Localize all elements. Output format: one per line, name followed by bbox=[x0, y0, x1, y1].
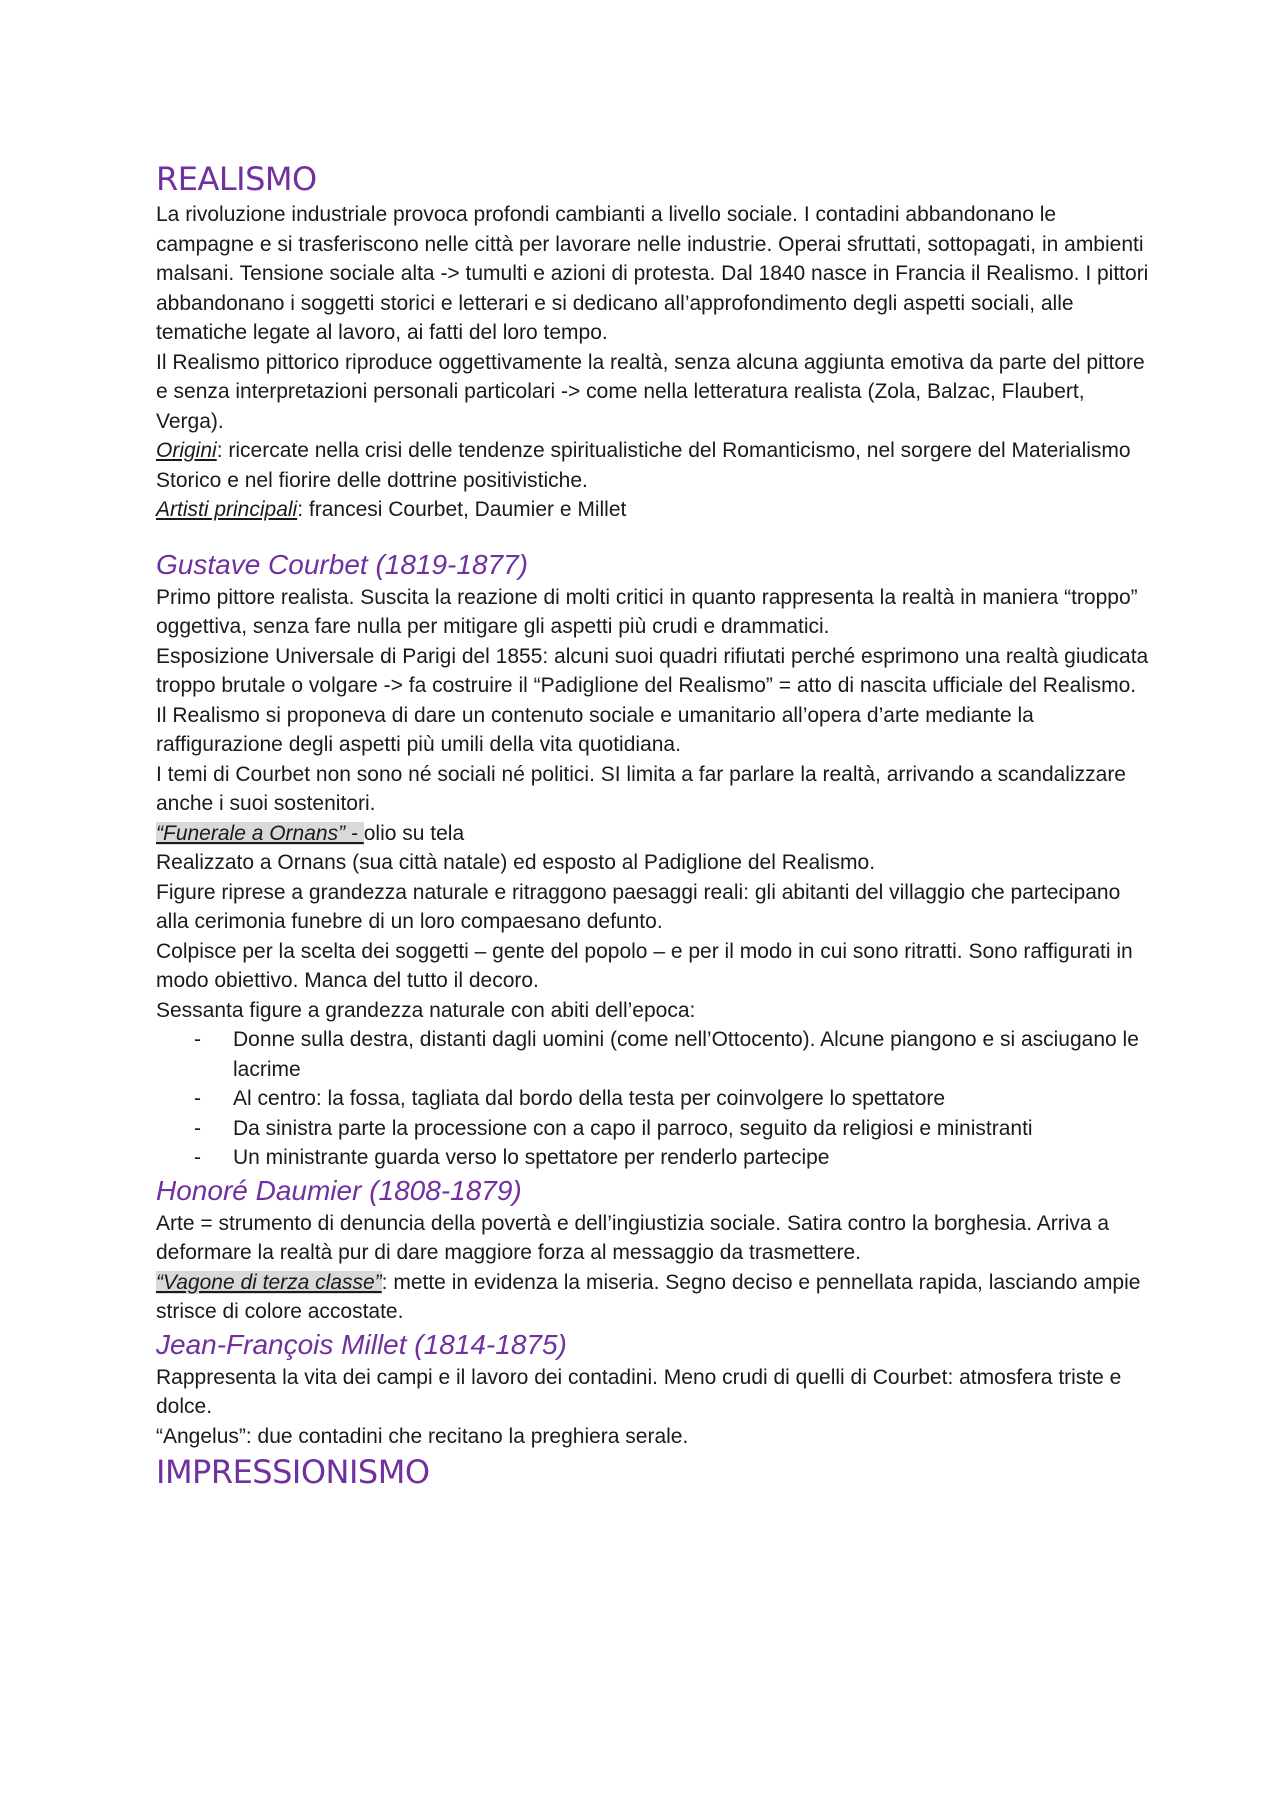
courbet-work-title: “Funerale a Ornans” - bbox=[156, 821, 364, 845]
list-item: - Donne sulla destra, distanti dagli uomini (come nell’Ottocento). Alcune piangono e si asciugano le lacrime bbox=[233, 1025, 1156, 1084]
realismo-paragraph-2: Il Realismo pittorico riproduce oggettivamente la realtà, senza alcuna aggiunta emotiva da parte del pittore e senza interpretazioni personali particolari -> come nella letteratura realista (Zola, Balzac, Flaubert, Verga). bbox=[156, 350, 1145, 433]
courbet-paragraph-6: Figure riprese a grandezza naturale e ritraggono paesaggi reali: gli abitanti del villaggio che partecipano alla cerimonia funebre di un loro compaesano defunto. bbox=[156, 880, 1121, 933]
realismo-paragraph-1: La rivoluzione industriale provoca profondi cambianti a livello sociale. I contadini abbandonano le campagne e si trasferiscono nelle città per lavorare nelle industrie. Operai sfruttati, sottopagati, in ambienti malsani. Tensione sociale alta -> tumulti e azioni di protesta. Dal 1840 nasce in Francia il Realismo. I pittori abbandonano i soggetti storici e letterari e si dedicano all’approfondimento degli aspetti sociali, alle tematiche legate al lavoro, ai fatti del loro tempo. bbox=[156, 203, 1149, 344]
artisti-text: : francesi Courbet, Daumier e Millet bbox=[297, 498, 627, 521]
courbet-paragraph-2: Esposizione Universale di Parigi del 1855: alcuni suoi quadri rifiutati perché esprimono una realtà giudicata troppo brutale o volgare -> fa costruire il “Padiglione del Realismo” = atto di nascita ufficiale del Realismo. bbox=[156, 644, 1149, 697]
origini-paragraph bbox=[156, 436, 1156, 495]
courbet-paragraph-7: Colpisce per la scelta dei soggetti – gente del popolo – e per il modo in cui sono ritratti. Sono raffigurati in modo obiettivo. Manca del tutto il decoro. bbox=[156, 939, 1133, 992]
daumier-work-text: : mette in evidenza la miseria. Segno deciso e pennellata rapida, lasciando ampie strisce di colore accostate. bbox=[156, 1270, 1141, 1323]
origini-label: Origini bbox=[156, 439, 217, 462]
heading-courbet: Gustave Courbet (1819-1877) bbox=[156, 548, 528, 580]
daumier-work-title: “Vagone di terza classe” bbox=[156, 1270, 382, 1294]
courbet-work-line bbox=[156, 819, 1156, 849]
courbet-paragraph-4: I temi di Courbet non sono né sociali né politici. SI limita a far parlare la realtà, arrivando a scandalizzare anche i suoi sostenitori. bbox=[156, 762, 1126, 815]
daumier-paragraph-1: Arte = strumento di denuncia della povertà e dell’ingiustizia sociale. Satira contro la borghesia. Arriva a deformare la realtà pur di dare maggiore forza al messaggio da trasmettere. bbox=[156, 1211, 1110, 1264]
heading-daumier: Honoré Daumier (1808-1879) bbox=[156, 1174, 522, 1206]
heading-impressionismo: IMPRESSIONISMO bbox=[156, 1453, 430, 1491]
list-item: - Al centro: la fossa, tagliata dal bordo della testa per coinvolgere lo spettatore bbox=[233, 1084, 1156, 1114]
courbet-work-medium: olio su tela bbox=[363, 821, 465, 845]
millet-paragraph-1: Rappresenta la vita dei campi e il lavoro dei contadini. Meno crudi di quelli di Courbet: atmosfera triste e dolce. bbox=[156, 1365, 1122, 1418]
millet-paragraph-2: “Angelus”: due contadini che recitano la preghiera serale. bbox=[156, 1424, 689, 1448]
artisti-paragraph bbox=[156, 495, 1156, 525]
document-page bbox=[156, 158, 1156, 1493]
courbet-paragraph-3: Il Realismo si proponeva di dare un contenuto sociale e umanitario all’opera d’arte mediante la raffigurazione degli aspetti più umili della vita quotidiana. bbox=[156, 703, 1034, 756]
list-item: - Un ministrante guarda verso lo spettatore per renderlo partecipe bbox=[233, 1143, 1156, 1173]
heading-millet: Jean-François Millet (1814-1875) bbox=[156, 1328, 567, 1360]
spacer bbox=[156, 525, 1156, 547]
artisti-label: Artisti principali bbox=[156, 498, 298, 521]
courbet-figure-list bbox=[156, 1025, 1156, 1173]
daumier-work-line bbox=[156, 1268, 1156, 1327]
courbet-paragraph-8: Sessanta figure a grandezza naturale con abiti dell’epoca: bbox=[156, 998, 696, 1022]
courbet-paragraph-1: Primo pittore realista. Suscita la reazione di molti critici in quanto rappresenta la realtà in maniera “troppo” oggettiva, senza fare nulla per mitigare gli aspetti più crudi e drammatici. bbox=[156, 585, 1138, 638]
origini-text: : ricercate nella crisi delle tendenze spiritualistiche del Romanticismo, nel sorgere del Materialismo Storico e nel fiorire delle dottrine positivistiche. bbox=[156, 439, 1131, 492]
courbet-paragraph-5: Realizzato a Ornans (sua città natale) ed esposto al Padiglione del Realismo. bbox=[156, 851, 876, 874]
heading-realismo: REALISMO bbox=[156, 160, 317, 198]
list-item: - Da sinistra parte la processione con a capo il parroco, seguito da religiosi e ministranti bbox=[233, 1114, 1156, 1144]
